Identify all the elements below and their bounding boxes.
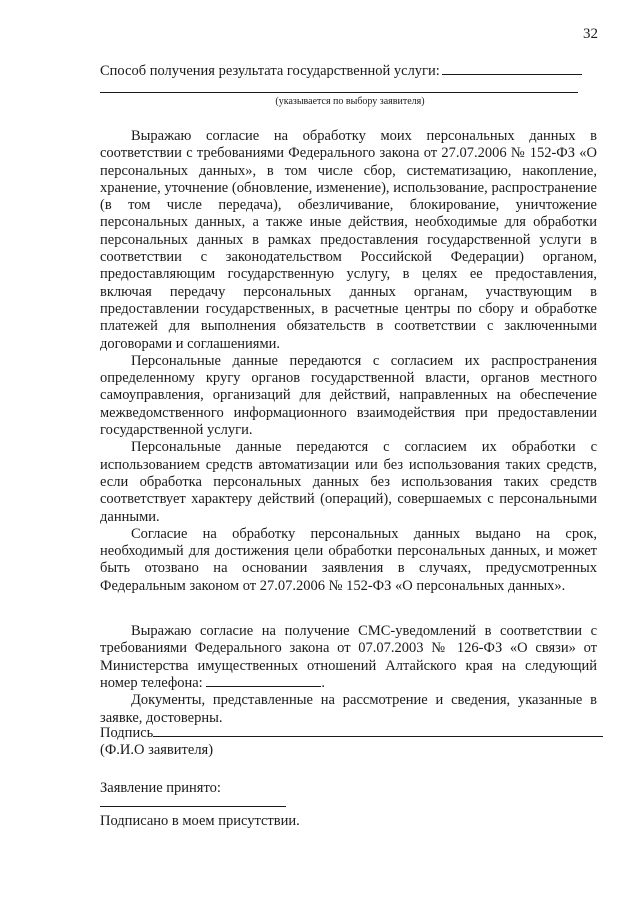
sms-consent-paragraph — [100, 623, 597, 692]
result-method-blank[interactable] — [442, 62, 582, 75]
accepted-signature-line[interactable] — [100, 806, 286, 807]
consent-paragraph: Персональные данные передаются с согласием их распространения определенному кругу органов государственной власти, органов местного самоуправления, организаций для действий, направленных на обеспечение межведомственного информационного взаимодействия при предоставлении государственной услуги. — [100, 352, 597, 439]
consent-text — [100, 128, 597, 727]
signature-label: Подпись — [100, 725, 154, 741]
signature-block — [100, 724, 600, 760]
sms-consent-end: . — [321, 674, 325, 691]
signature-row — [100, 724, 600, 742]
consent-paragraph: Согласие на обработку персональных данных выдано на срок, необходимый для достижения цели обработки персональных данных, и может быть отозвано на основании заявления в случаях, предусмотренных Федеральным законом от 27.07.2006 № 152-ФЗ «О персональных данных». — [100, 525, 597, 594]
consent-paragraph: Выражаю согласие на обработку моих персональных данных в соответствии с требованиями Федерального закона от 27.07.2006 № 152-ФЗ «О персональных данных», в том числе сбор, систематизацию, накопление, хранение, уточнение (обновление, изменение), использование, распространение (в том числе передача), обезличивание, блокирование, уничтожение персональных данных, а также иные действия, необходимые для обработки персональных данных в рамках предоставления государственной услуги в соответствии с законодательством Российской Федерации) органом, предоставляющим государственную услугу, в целях ее предоставления, включая передачу персональных данных органам, участвующим в предоставлении государственных, в расчетные центры по сбору и обработке платежей для выполнения обязательств в соответствии с заключенными договорами и соглашениями. — [100, 128, 597, 352]
phone-number-blank[interactable] — [206, 675, 321, 687]
page-number: 32 — [583, 26, 598, 42]
result-method-hint: (указывается по выбору заявителя) — [275, 96, 425, 107]
consent-paragraph: Персональные данные передаются с согласием их обработки с использованием средств автоматизации или без использования таких средств, если обработка персональных данных без использования таких средств соответствует характеру действий (операций), совершаемых с персональными данными. — [100, 439, 597, 525]
result-method-rule — [100, 92, 578, 93]
signature-name-hint: (Ф.И.О заявителя) — [100, 742, 214, 759]
documents-statement: Документы, представленные на рассмотрение и сведения, указанные в заявке, достоверны. — [100, 692, 597, 726]
sms-consent-text: Выражаю согласие на получение СМС-уведомлений в соответствии с требованиями Федерального закона от 07.07.2003 № 126-ФЗ «О связи» от Министерства имущественных отношений Алтайского края на следующий номер телефона: — [100, 623, 597, 691]
signature-line[interactable] — [153, 724, 603, 737]
spacer — [100, 595, 597, 623]
result-method-label: Способ получения результата государственной услуги: — [100, 63, 440, 79]
result-method-row — [100, 62, 595, 80]
accepted-label: Заявление принято: — [100, 780, 221, 796]
signed-label: Подписано в моем присутствии. — [100, 813, 300, 829]
